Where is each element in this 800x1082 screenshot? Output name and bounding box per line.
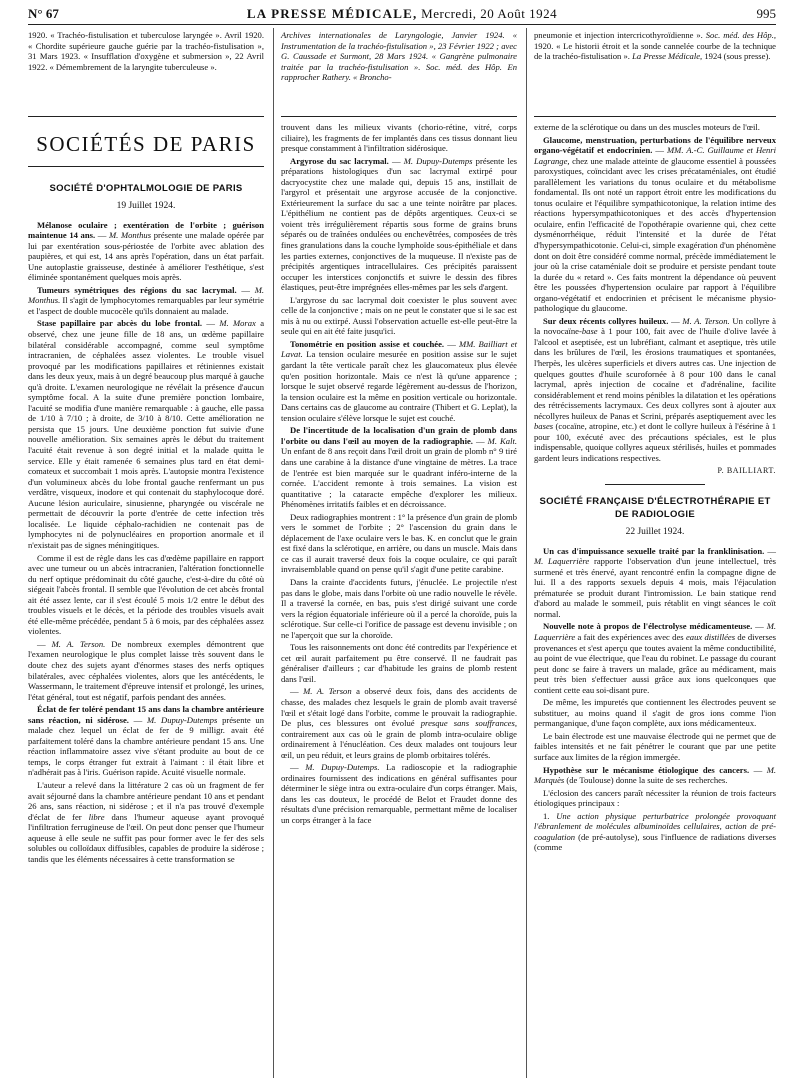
article-text: La tension oculaire mesurée en position assise sur le sujet gardant la tête verticale paraît chez les glaucomateux plus élevée qu'en position horizontale. Mais ce n'est là qu'une apparence ; lorsque le sujet observé regarde légèrement au-dessus de l'horizon, la tension oculaire est la même en position verticale ou horizontale. Dans certains cas de glaucome au contraire (Thibert et G. Leplat), la tension oculaire s'élève lorsque le sujet est couché. — [281, 349, 517, 423]
article-text: (de Toulouse) donne la suite de ses recherches. — [566, 775, 728, 786]
section-rule — [281, 116, 517, 117]
session-date: 19 Juillet 1924. — [116, 201, 176, 211]
issue-number: N° 67 — [28, 6, 59, 21]
article: Mélanose oculaire ; exentération de l'orbite ; guérison maintenue 14 ans. — M. Monthus présente une malade opérée par lui par exentération sous-périostée de l'orbite avec ablation des paupières, et qui est, 14 ans après l'opération, dans un état parfait. Une autoplastie graisseuse, destinée à améliorer l'esthétique, s'est éliminée spontanément quelques mois après. — [28, 219, 264, 283]
article: — M. A. Terson a observé deux fois, dans des accidents de chasse, des malades chez lesquels le grain de plomb avait traversé l'œil et s'était logé dans l'orbite, comme le prouvait la radiographie. De plus, ces blessures ont évolué presque sans souffrances, contrairement aux cas où le grain de plomb intra-oculaire oblige ordinairement à l'énucléation. Ces deux malades ont toujours leur œil, un peu réduit, et leurs grains de plomb orbitaires tolérés. — [281, 686, 518, 760]
article-author: M. Kalt. — [487, 435, 517, 446]
article: Nouvelle note à propos de l'électrolyse médicamenteuse. — M. Laquerrière a fait des expériences avec des eaux distillées de diverses provenances et s'est aperçu que toutes avaient la même conductibilité, au point de vue électrique, que l'eau du robinet. Le passage du courant peut donc se faire à travers un malade, grâce au médicament, mais peut très bien s'effectuer aussi grâce aux ions quelconques que contient cette eau soi-disant pure. — [534, 621, 776, 695]
article-author: M. Laquerrière — [534, 621, 776, 642]
article-text: chez une malade atteinte de glaucome essentiel à poussées paroxystiques, coïncidant avec les crises précataméniales, ont étudié parallèlement les variations du tonus oculaire et du métabolisme fondamental. Ils ont noté un rapport étroit entre les modifications du tonus oculaire et l'équilibre sympathicotonique, la relation intime des réactions hypersympathicotoniques et des accès d'hypertension oculaire, enfin l'efficacité de l'opothérapie ovarienne qui, chez cette dysménorrhéique, réduit l'intensité et la durée de l'état d'hypersympathicotonie. Celui-ci, simple exagération d'un phénomène dont on doit être considéré comme normal, précède immédiatement le jour où la crise cataméniale doit se produire et persiste pendant toute la durée du « retard ». Ces faits montrent la dépendance où peuvent être les poussées d'hypertension oculaire par rapport à l'équilibre organo-végétatif et endocrinien et précisent le mécanisme physio-pathologique du glaucome. — [534, 155, 776, 314]
paragraph: Comme il est de règle dans les cas d'œdème papillaire en rapport avec une tumeur ou un abcès intracranien, l'altération fonctionnelle du nerf optique prédominait du côté gauche, c'est-à-dire du côté où siégeait l'abcès frontal. Il semble que l'évolution de cet abcès frontal ait été assez lente, car il s'est écoulé 5 mois 1/2 entre le début des troubles visuels et le décès, et la période des troubles visuels avait été elle-même précédée, pendant 5 à 6 mois, par des céphalées assez violentes. — [28, 552, 264, 637]
reference-list: 1920. « Trachéo-fistulisation et tuberculose laryngée ». Avril 1920. « Chordite supérieure gauche guérie par la trachéo-fistulisation », 31 Mars 1923. « Insufflation d'oxygène et submersion », 22 Avril 1922. « Démembrement de la laryngite tuberculeuse ». — [28, 30, 264, 72]
article-author: M. Dupuy-Dutemps — [146, 714, 218, 725]
article: Tumeurs symétriques des régions du sac lacrymal. — M. Monthus. Il s'agit de lymphocytomes remarquables par leur symétrie et l'aspect de double mucocèle qu'ils donnaient au malade. — [28, 284, 264, 316]
society-name: SOCIÉTÉ D'OPHTALMOLOGIE DE PARIS — [49, 183, 243, 194]
article-title: Glaucome, menstruation, perturbations de l'équilibre nerveux organo-végétatif et endocrinien. — [534, 134, 776, 156]
article: — M. A. Terson. De nombreux exemples démontrent que l'examen neurologique le plus complet laisse très souvent dans le doute chez des sujets ayant d'énormes stases des nerfs optiques bilatérales, avec céphalées violentes, alors que les antécédents, le Wassermann, le traitement d'épreuve intensif et prolongé, les urines, l'état général, tout est négatif, parfois pendant des années. — [28, 638, 264, 702]
article-title: Hypothèse sur le mécanisme étiologique des cancers. — [543, 764, 750, 775]
journal-title — [28, 6, 776, 22]
article-title: De l'incertitude de la localisation d'un grain de plomb dans l'orbite ou dans l'œil au moyen de la radiographie. — [281, 425, 517, 446]
section-rule — [605, 484, 705, 485]
article-text: La radioscopie et la radiographie ordinaires fournissent des indications en général suffisantes pour déterminer le siège intra ou extra-oculaire d'un corps étranger. Mais, dans les cas douteux, le procédé de Belot et Fraudet donne des résultats d'une précision remarquable, permettant même de localiser un corps étranger à la face — [281, 762, 517, 825]
paragraph: L'argyrose du sac lacrymal doit coexister le plus souvent avec celle de la conjonctive ; mais on ne peut le constater que si le sac est mis à nu ou extirpé. Aussi l'observation actuelle est-elle peut-être la seule qui en ait été faite jusqu'ici. — [281, 294, 517, 337]
article-author: M. Morax — [219, 318, 256, 329]
article-text: Il s'agit de lymphocytomes remarquables par leur symétrie et l'aspect de double mucocèle qu'ils donnaient au malade. — [28, 295, 264, 316]
journal-name: LA PRESSE MÉDICALE, — [246, 6, 418, 21]
article-author: M. Laquerrière — [534, 556, 590, 567]
article-text: présente un malade chez lequel un éclat de fer de 9 milligr. avait été parfaitement toléré dans la chambre antérieure pendant 15 ans. Une réaction inflammatoire assez vive s'étant produite au bout de ce temps, le corps étranger fut extrait à l'aimant : il était libre et n'adhérait pas à l'iris. Guérison rapide. Acuité visuelle normale. — [28, 714, 265, 778]
column-rule — [273, 28, 274, 1078]
article-author: M. A. Terson. — [682, 315, 730, 326]
article: Argyrose du sac lacrymal. — M. Dupuy-Dutemps présente les préparations histologiques d'un sac lacrymal extirpé pour dacryocystite chez une malade qui, depuis 15 ans, instillait de l'argyrol et présentait une argyrose accusée de la conjonctive. Extérieurement la surface du sac a une teinte noirâtre par places. L'épithélium ne contient pas de dépôts argentiques. Ceux-ci se voient très irrégulièrement répartis sous forme de grains bruns séparés ou de traînées ondulées ou enchevêtrées, composées de très fines granulations dans la couche lymphoïde sous-épithéliale et dans les parties externes, conjonctives de la muqueuse. Il n'existe pas de précipités argentiques intracellulaires. Ces précipités paraissent occuper les interstices conjonctifs et suivre le dessin des fibres élastiques, peut-être imprégnées elles-mêmes par les sels d'argent. — [281, 155, 518, 293]
col2-body — [281, 122, 517, 828]
paragraph: L'éclosion des cancers paraît nécessiter la réunion de trois facteurs étiologiques principaux : — [534, 787, 776, 809]
article-title: Nouvelle note à propos de l'électrolyse médicamenteuse. — [543, 621, 753, 632]
col3-top-refs — [534, 30, 776, 64]
article: Hypothèse sur le mécanisme étiologique des cancers. — M. Marquès (de Toulouse) donne la suite de ses recherches. — [534, 764, 776, 786]
section-title: SOCIÉTÉS DE PARIS — [36, 132, 256, 156]
article-title: Stase papillaire par abcès du lobe frontal. — [37, 318, 203, 329]
article-text: a observé, chez une jeune fille de 18 ans, un œdème papillaire bilatéral considérable accompagné, comme seul symptôme intracranien, de céphalées assez violentes. Le trouble visuel provoqué par les modifications papillaires et rétiniennes existait dans les deux yeux, mais à un degré beaucoup plus marqué à gauche qu'à droite. L'examen neurologique ne révélait la présence d'aucun symptôme focal. A la suite d'une première ponction lombaire, l'acuité se modifia d'une manière remarquable : à gauche, elle passa de 1/10 à 7/10 ; à droite, de 3/10 à 8/10. Cette amélioration ne persista que 15 jours. Une deuxième ponction fut suivie d'une nouvelle amélioration. Six semaines après le début du traitement l'acuité était revenue à son degré initial et la malade quitta le service. Elle y était ramenée 6 semaines plus tard en état demi-comateux et succombait 1 mois après. L'autopsie montra l'existence d'un volumineux abcès du lobe frontal gauche renfermant un pus verdâtre, visqueux, inodore et qui contenait du staphylocoque doré. Aucune lésion auriculaire, sinusienne, pharyngée ou viscérale ne permettait de découvrir la porte d'entrée de cette infection très localisée. Le liquide céphalo-rachidien ne contenait pas de lymphocytes ni de polynucléaires en proportion anormale et il n'existait pas de signes méningitiques. — [28, 318, 265, 550]
article-text: présente les préparations histologiques d'un sac lacrymal extirpé pour dacryocystite chez une malade qui, depuis 15 ans, instillait de l'argyrol et présentait une argyrose accusée de la conjonctive. Extérieurement la surface du sac a une teinte noirâtre par places. L'épithélium ne contient pas de dépôts argentiques. Ceux-ci se voient très irrégulièrement répartis sous forme de grains bruns séparés ou de traînées ondulées ou enchevêtrées, composées de très fines granulations dans la couche lymphoïde sous-épithéliale et dans les parties externes, conjonctives de la muqueuse. Il n'existe pas de précipités argentiques intracellulaires. Ces précipités paraissent occuper les interstices conjonctifs et suivre le dessin des fibres élastiques, peut-être imprégnées elles-mêmes par les sels d'argent. — [281, 155, 518, 293]
article: Éclat de fer toléré pendant 15 ans dans la chambre antérieure sans réaction, ni sidérose. — M. Dupuy-Dutemps présente un malade chez lequel un éclat de fer de 9 milligr. avait été parfaitement toléré dans la chambre antérieure pendant 15 ans. Une réaction inflammatoire assez vive s'étant produite au bout de ce temps, le corps étranger fut extrait à l'aimant : il était libre et n'adhérait pas à l'iris. Guérison rapide. Acuité visuelle normale. — [28, 704, 265, 778]
article-title: Éclat de fer toléré pendant 15 ans dans la chambre antérieure sans réaction, ni sidérose. — [28, 704, 264, 725]
article-author: M. A. Terson. — [51, 638, 106, 649]
article-author: M. Monthus. — [28, 284, 264, 306]
article-title: Tumeurs symétriques des régions du sac lacrymal. — [37, 284, 237, 295]
paragraph: Deux radiographies montrent : 1° la présence d'un grain de plomb vers le sommet de l'orbite ; 2° l'ascension du grain dans le déplacement de l'axe oculaire vers le bas. K. en conclut que le grain est fixé dans la sclérotique, en arrière, ou dans un muscle. Mais dans ce cas il aurait traversé deux fois la coque oculaire, ce qui paraît invraisemblable quand on pense qu'il s'agit d'une petite carabine. — [281, 511, 517, 575]
article-text: Un enfant de 8 ans reçoit dans l'œil droit un grain de plomb n° 9 tiré dans une carabine à la distance d'une vingtaine de mètres. La trace de l'entrée est bien marquée sur le quadrant inféro-interne de la cornée. L'accident remonte à trois semaines. La vision est quantitative ; la cataracte empêche d'explorer les milieux. Phénomènes irritatifs faibles et en décroissance. — [281, 446, 517, 510]
section-rule — [28, 166, 264, 167]
article-author: M. Monthus — [109, 230, 152, 241]
col3-body — [534, 122, 776, 855]
col1-top-refs — [28, 30, 264, 74]
paragraph: Le bain électrode est une mauvaise électrode qui ne permet que de faibles intensités et ne fait pénétrer le courant que par une petite surface aux limites de la région immergée. — [534, 730, 776, 762]
article-title: Mélanose oculaire ; exentération de l'orbite ; guérison maintenue 14 ans. — [28, 219, 264, 241]
newspaper-page — [28, 4, 776, 1078]
paragraph: De même, les impuretés que contiennent les électrodes peuvent se substituer, au moins quand il s'agit de gros ions comme l'ion permanganique, d'une façon complète, aux ions médicamenteux. — [534, 697, 776, 729]
article-author: MM. Bailliart et Lavat. — [281, 338, 518, 360]
article: Stase papillaire par abcès du lobe frontal. — M. Morax a observé, chez une jeune fille de 18 ans, un œdème papillaire bilatéral considérable accompagné, comme seul symptôme intracranien, de céphalées assez violentes. Le trouble visuel provoqué par les modifications papillaires et rétiniennes existait dans les deux yeux, mais à un degré beaucoup plus marqué à gauche qu'à droite. L'examen neurologique ne révélait la présence d'aucun symptôme focal. A la suite d'une première ponction lombaire, l'acuité se modifia d'une manière remarquable : à gauche, elle passa de 1/10 à 7/10 ; à droite, de 3/10 à 8/10. Cette amélioration ne persista que 15 jours. Une deuxième ponction fut suivie d'une nouvelle amélioration. Six semaines après le début du traitement l'acuité était revenue à son degré initial et la malade quitta le service. Elle y était ramenée 6 semaines plus tard en état demi-comateux et succombait 1 mois après. L'autopsie montra l'existence d'un volumineux abcès du lobe frontal gauche renfermant un pus verdâtre, visqueux, inodore et qui contenait du staphylocoque doré. Aucune lésion auriculaire, sinusienne, pharyngée ou viscérale ne permettait de découvrir la porte d'entrée de cette infection très localisée. Le liquide céphalo-rachidien ne contenait pas de lymphocytes ni de polynucléaires en proportion anormale et il n'existait pas de signes méningitiques. — [28, 318, 265, 550]
column-rule — [526, 28, 527, 1078]
session-date: 22 Juillet 1924. — [625, 527, 685, 538]
page-number: 995 — [756, 6, 776, 21]
society-name: SOCIÉTÉ FRANÇAISE D'ÉLECTROTHÉRAPIE ET DE RADIOLOGIE — [539, 496, 771, 521]
signature: P. BAILLIART. — [717, 465, 776, 475]
paragraph: L'auteur a relevé dans la littérature 2 cas où un fragment de fer avait séjourné dans la chambre antérieure pendant 10 ans et pendant 26 ans, sans réaction, ni sidérose ; et il n'a pas trouvé d'exemple d'éclat de fer libre dans l'humeur aqueuse ayant provoqué l'infiltration ferrugineuse de l'œil. On peut donc penser que l'humeur aqueuse à elle seule ne suffit pas pour former avec le fer des sels solubles ou colloïdaux diffusibles, capables de produire la sidérose ; tandis que les éléments nécessaires à cette transformation se — [28, 779, 265, 864]
col1-body — [28, 182, 264, 866]
section-rule — [534, 116, 776, 117]
article: Glaucome, menstruation, perturbations de l'équilibre nerveux organo-végétatif et endocrinien. — MM. A.-C. Guillaume et Henri Lagrange, chez une malade atteinte de glaucome essentiel à poussées paroxystiques, coïncidant avec les crises précataméniales, ont étudié parallèlement les variations du tonus oculaire et du métabolisme fondamental. Ils ont noté un rapport étroit entre les modifications du tonus oculaire et l'équilibre sympathicotonique, la relation intime des réactions hypersympathicotoniques et des accès d'hypertension oculaire, enfin l'efficacité de l'opothérapie ovarienne qui, chez cette dysménorrhéique, réduit l'intensité et la durée de l'état d'hypersympathicotonie. Celui-ci, simple exagération d'un phénomène dont on doit être considéré comme normal, précède immédiatement le jour où la crise cataméniale doit se produire et persiste pendant toute la durée du « retard ». Ces faits montrent la dépendance où peuvent être les poussées d'hypertension oculaire par rapport à l'équilibre organo-végétatif et endocrinien et précisent le mécanisme physio-pathologique du glaucome. — [534, 134, 776, 314]
article-title: Argyrose du sac lacrymal. — [290, 155, 389, 166]
article-title: Un cas d'impuissance sexuelle traité par la franklinisation. — [543, 545, 765, 556]
paragraph: trouvent dans les milieux vivants (chorio-rétine, vitré, corps ciliaire), les fragments de fer implantés dans ces tissus donnant lieu presque constamment à l'infiltration sidérosique. — [281, 122, 517, 154]
page-header — [28, 4, 776, 25]
article: Tonométrie en position assise et couchée. — MM. Bailliart et Lavat. La tension oculaire mesurée en position assise sur le sujet gardant la tête verticale paraît chez les glaucomateux plus élevée qu'en position horizontale. Mais ce n'est là qu'une apparence ; lorsque le sujet observé regarde légèrement au-dessus de l'horizon, la tension oculaire est la même en position verticale ou horizontale. Dans certains cas de glaucome au contraire (Thibert et G. Leplat), la tension oculaire s'élève lorsque le sujet est couché. — [281, 338, 518, 423]
article-author: MM. A.-C. Guillaume et Henri Lagrange, — [534, 145, 776, 166]
article-text: rapporte l'observation d'un jeune intellectuel, très surmené et très énervé, ayant rencontré enfin la compagne digne de lui. Il a des rapports sexuels depuis 4 mois, mais l'éjaculation prématurée se produit durant l'intromission. Le bain statique rend d'abord au malade le sommeil, puis rétablit en vingt séances le coït normal. — [534, 556, 777, 619]
paragraph: 1. Une action physique perturbatrice prolongée provoquant l'ébranlement de molécules albuminoïdes cellulaires, action de pré-coagulation (de pré-autolyse), sous l'influence de radiations diverses (comme — [534, 810, 776, 853]
paragraph: Tous les raisonnements ont donc été contredits par l'expérience et cet œil aurait parfaitement pu être conservé. Il ne faudrait pas généraliser d'ailleurs ; car d'habitude les grains de plomb restent dans l'œil. — [281, 642, 517, 684]
article: Sur deux récents collyres huileux. — M. A. Terson. Un collyre à la novocaïne-base à 1 pour 100, fait avec de l'huile d'olive lavée à l'alcool et aseptisée, est un lubréfiant, calmant et aseptique, très utile dans les brûlures de l'œil, les érosions traumatiques et spontanées, l'herpès, les ulcères superficiels et divers autres cas. Une injection de quelques gouttes d'huile scurofornée à 8 pour 100 dans le canal lacrymal, après injection de cocaïne et d'adrénaline, facilite considérablement et rend moins pénibles la dilatation et les opérations des rétrécissements lacrymaux. Ces deux collyres sont à ajouter aux nécollyres huileux de Panas et Scrini, préparés aseptiquement avec les bases (cocaïne, atropine, etc.) et dont le collyre huileux à l'ésérine à 1 pour 100, exécuté avec des précautions spéciales, est le plus indispensable, quoique collyres aqueux stérilisés, huiles et pommades gardent leurs indications respectives. — [534, 315, 776, 463]
reference-list: Archives internationales de Laryngologie, Janvier 1924. « Instrumentation de la trachéo-fistulisation », 23 Février 1922 ; avec G. Caussade et Surmont, 28 Mars 1924. « Gangrène pulmonaire traitée par la trachéo-fistulisation ». Soc. méd. des Hôp. En rapprocher Rathery. « Broncho- — [281, 30, 517, 83]
article: Un cas d'impuissance sexuelle traité par la franklinisation. — M. Laquerrière rapporte l'observation d'un jeune intellectuel, très surmené et très énervé, ayant rencontré enfin la compagne digne de lui. Il a des rapports sexuels depuis 4 mois, mais l'éjaculation prématurée se produit durant l'intromission. Le bain statique rend d'abord au malade le sommeil, puis rétablit en vingt séances le coït normal. — [534, 545, 777, 619]
issue-date: Mercredi, 20 Août 1924 — [421, 6, 558, 21]
article-author: M. Dupuy-Dutemps — [403, 155, 473, 166]
paragraph: Dans la crainte d'accidents futurs, j'énucléе. Le projectile n'est pas dans le globe, mais dans l'orbite où une radio nouvelle le révèle. Il a traversé la cornée, en bas, puis s'est dirigé suivant une corde vers la région équatoriale inférieure où il a percé la choroïde, puis la sclérotique. Sur celle-ci l'orifice de passage est devenu invisible ; on ne l'aperçoit que sur la choroïde. — [281, 576, 517, 640]
article-title: Sur deux récents collyres huileux. — [543, 315, 669, 326]
article: De l'incertitude de la localisation d'un grain de plomb dans l'orbite ou dans l'œil au moyen de la radiographie. — M. Kalt. Un enfant de 8 ans reçoit dans l'œil droit un grain de plomb n° 9 tiré dans une carabine à la distance d'une vingtaine de mètres. La trace de l'entrée est bien marquée sur le quadrant inféro-interne de la cornée. L'accident remonte à trois semaines. La vision est quantitative ; la cataracte empêche d'explorer les milieux. Phénomènes irritatifs faibles et en décroissance. — [281, 425, 517, 510]
article-author: M. A. Terson — [303, 686, 352, 697]
col2-top-refs — [281, 30, 517, 85]
article-text: De nombreux exemples démontrent que l'examen neurologique le plus complet laisse très souvent dans le doute chez des sujets ayant d'énormes stases des nerfs optiques bilatérales, avec céphalées violentes, alors que les antécédents, le Wassermann, le traitement d'épreuve intensif et prolongé, les urines, l'état général, tout est négatif, parfois pendant des années. — [28, 638, 264, 702]
section-rule — [28, 116, 264, 117]
article-author: M. Dupuy-Dutemps. — [305, 762, 380, 773]
paragraph: externe de la sclérotique ou dans un des muscles moteurs de l'œil. — [534, 122, 760, 132]
article-text: présente une malade opérée par lui par exentération sous-périostée de l'orbite avec ablation des paupières, et qui est, 14 ans après l'opération, dans un état parfait. Une autoplastie graisseuse, destinée à améliorer l'esthétique, s'est éliminée spontanément quelques mois après. — [28, 230, 264, 283]
article-title: Tonométrie en position assise et couchée. — [290, 338, 445, 349]
reference-list: pneumonie et injection intercricothyroïdienne ». Soc. méd. des Hôp., 1920. « Le historii étroit et la sonde cannelée courbe de la technique de la trachéo-fistulisation ». La Presse Médicale, 1924 (sous presse). — [534, 30, 777, 62]
article: — M. Dupuy-Dutemps. La radioscopie et la radiographie ordinaires fournissent des indications en général suffisantes pour déterminer le siège intra ou extra-oculaire d'un corps étranger. Mais, dans les cas douteux, le procédé de Belot et Fraudet donne des résultats d'une précision remarquable, permettant même de localiser un corps étranger à la face — [281, 762, 517, 825]
article-author: M. Marquès — [534, 764, 776, 786]
